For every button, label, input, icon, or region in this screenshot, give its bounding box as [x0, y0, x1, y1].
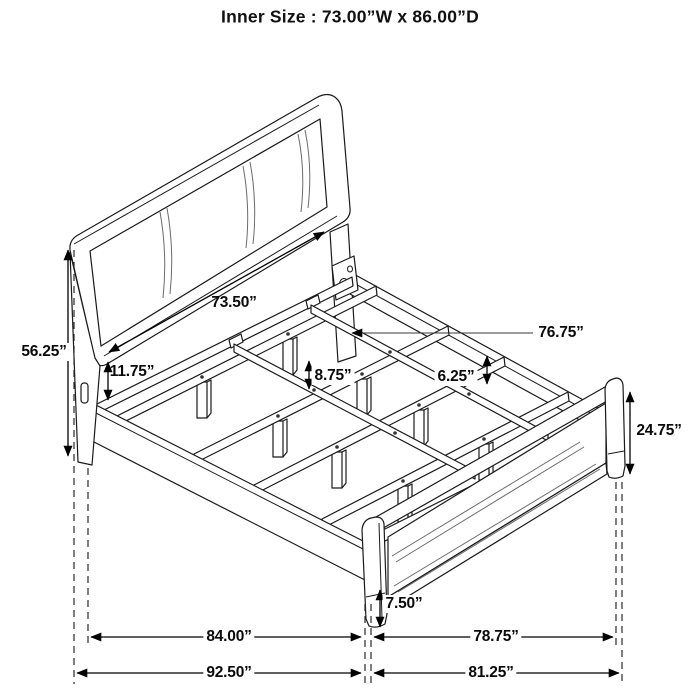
diagram-title: Inner Size : 73.00”W x 86.00”D: [221, 6, 479, 27]
dim-label-rail-length: 84.00”: [203, 628, 254, 646]
dim-label-rail-height: 6.25”: [435, 368, 478, 386]
dim-label-footboard-width: 78.75”: [470, 628, 521, 646]
dim-label-headboard-height: 56.25”: [18, 343, 69, 361]
slat-leg: [283, 337, 297, 375]
dim-label-headboard-width: 73.50”: [211, 294, 257, 311]
rail-hanger-pin: [81, 383, 88, 403]
slat-leg: [197, 380, 211, 418]
dim-label-footboard-height: 24.75”: [633, 422, 684, 440]
dim-label-headboard-gap: 11.75”: [109, 363, 155, 380]
side-rail-left: [90, 402, 365, 580]
side-rail-left-edge: [90, 410, 365, 550]
bed-frame: [70, 95, 625, 628]
dim-label-footboard-leg: 7.50”: [383, 595, 426, 613]
support-rail: [234, 344, 475, 479]
dim-label-overall-width: 81.25”: [465, 664, 516, 682]
slat-leg: [332, 450, 346, 488]
dim-label-overall-length: 92.50”: [203, 664, 254, 682]
dim-label-slat-height: 8.75”: [312, 367, 355, 385]
footboard-right-post: [605, 378, 625, 478]
slat-leg: [273, 419, 287, 457]
dim-label-slat-support-length: 76.75”: [535, 324, 586, 342]
